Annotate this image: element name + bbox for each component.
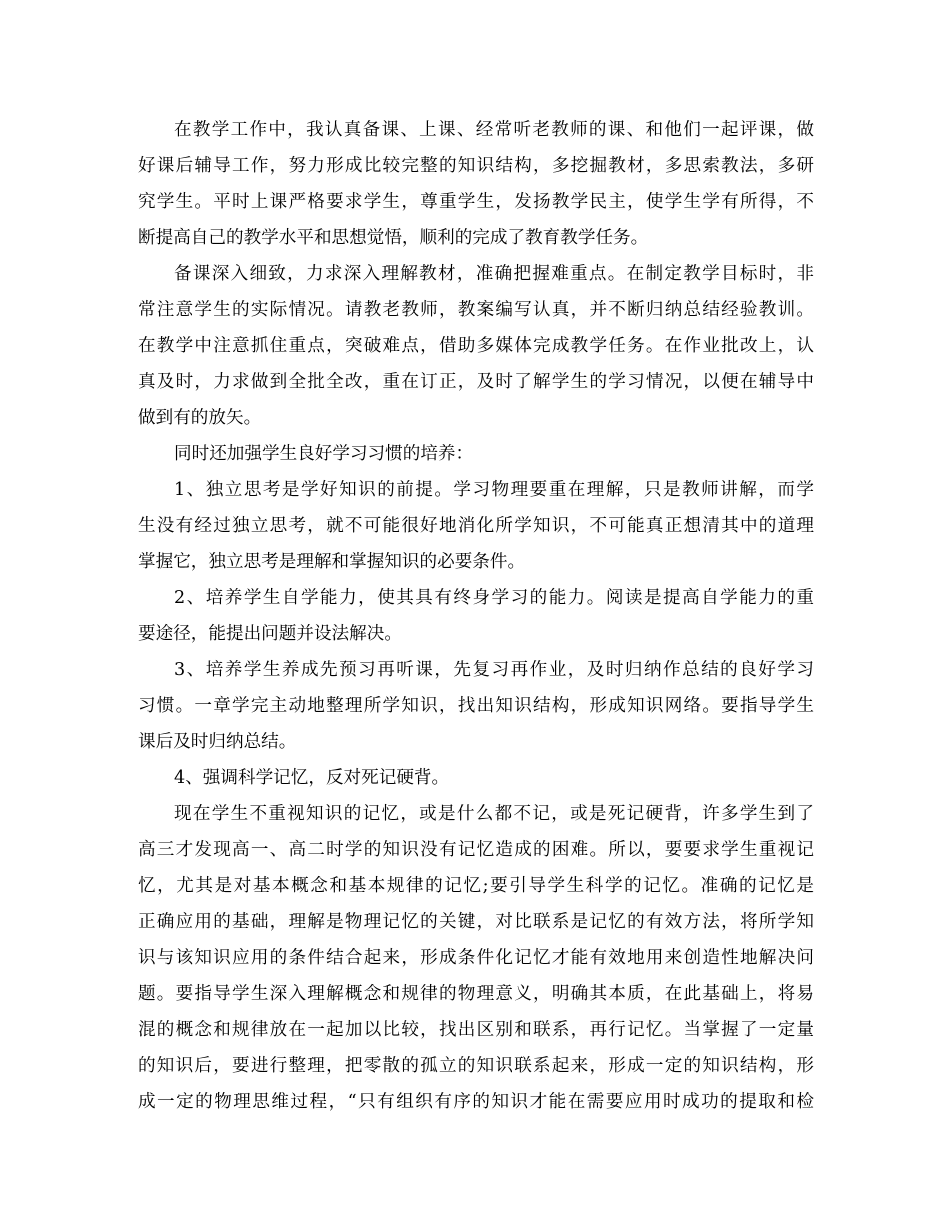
text-line: 现在学生不重视知识的记忆，或是什么都不记，或是死记硬背，许多学生到了 [174, 804, 814, 824]
text-line: 习惯。一章学完主动地整理所学知识，找出知识结构，形成知识网络。要指导学生 [138, 696, 814, 716]
text-line: 要途径，能提出问题并设法解决。 [138, 624, 402, 644]
text-line: 断提高自己的教学水平和思想觉悟，顺利的完成了教育教学任务。 [138, 228, 649, 248]
text-line: 2、培养学生自学能力，使其具有终身学习的能力。阅读是提高自学能力的重 [174, 588, 814, 608]
text-line: 忆，尤其是对基本概念和基本规律的记忆;要引导学生科学的记忆。准确的记忆是 [138, 876, 814, 896]
text-line: 生没有经过独立思考，就不可能很好地消化所学知识，不可能真正想清其中的道理 [138, 516, 814, 536]
text-line: 好课后辅导工作，努力形成比较完整的知识结构，多挖掘教材，多思索教法，多研 [138, 156, 814, 176]
text-line: 真及时，力求做到全批全改，重在订正，及时了解学生的学习情况，以便在辅导中 [138, 372, 814, 392]
text-line: 同时还加强学生良好学习习惯的培养： [174, 444, 474, 464]
text-line: 1、独立思考是学好知识的前提。学习物理要重在理解，只是教师讲解，而学 [174, 480, 814, 500]
text-line: 课后及时归纳总结。 [138, 732, 297, 752]
text-line: 常注意学生的实际情况。请教老教师，教案编写认真，并不断归纳总结经验教训。 [138, 300, 814, 320]
text-line: 掌握它，独立思考是理解和掌握知识的必要条件。 [138, 552, 526, 572]
text-line: 成一定的物理思维过程，“只有组织有序的知识才能在需要应用时成功的提取和检 [138, 1092, 814, 1112]
text-line: 题。要指导学生深入理解概念和规律的物理意义，明确其本质，在此基础上，将易 [138, 984, 814, 1004]
text-line: 识与该知识应用的条件结合起来，形成条件化记忆才能有效地用来创造性地解决问 [138, 948, 814, 968]
document-page [138, 112, 814, 1120]
text-line: 高三才发现高一、高二时学的知识没有记忆造成的困难。所以，要要求学生重视记 [138, 840, 814, 860]
text-line: 在教学工作中，我认真备课、上课、经常听老教师的课、和他们一起评课，做 [174, 120, 814, 140]
text-line: 混的概念和规律放在一起加以比较，找出区别和联系，再行记忆。当掌握了一定量 [138, 1020, 814, 1040]
text-line: 4、强调科学记忆，反对死记硬背。 [174, 768, 450, 788]
text-line: 的知识后，要进行整理，把零散的孤立的知识联系起来，形成一定的知识结构，形 [138, 1056, 814, 1076]
text-line: 在教学中注意抓住重点，突破难点，借助多媒体完成教学任务。在作业批改上，认 [138, 336, 814, 356]
text-line: 3、培养学生养成先预习再听课，先复习再作业，及时归纳作总结的良好学习 [174, 660, 814, 680]
text-line: 备课深入细致，力求深入理解教材，准确把握难重点。在制定教学目标时，非 [174, 264, 814, 284]
text-line: 做到有的放矢。 [138, 408, 262, 428]
text-line: 究学生。平时上课严格要求学生，尊重学生，发扬教学民主，使学生学有所得，不 [138, 192, 814, 212]
text-line: 正确应用的基础，理解是物理记忆的关键，对比联系是记忆的有效方法，将所学知 [138, 912, 814, 932]
